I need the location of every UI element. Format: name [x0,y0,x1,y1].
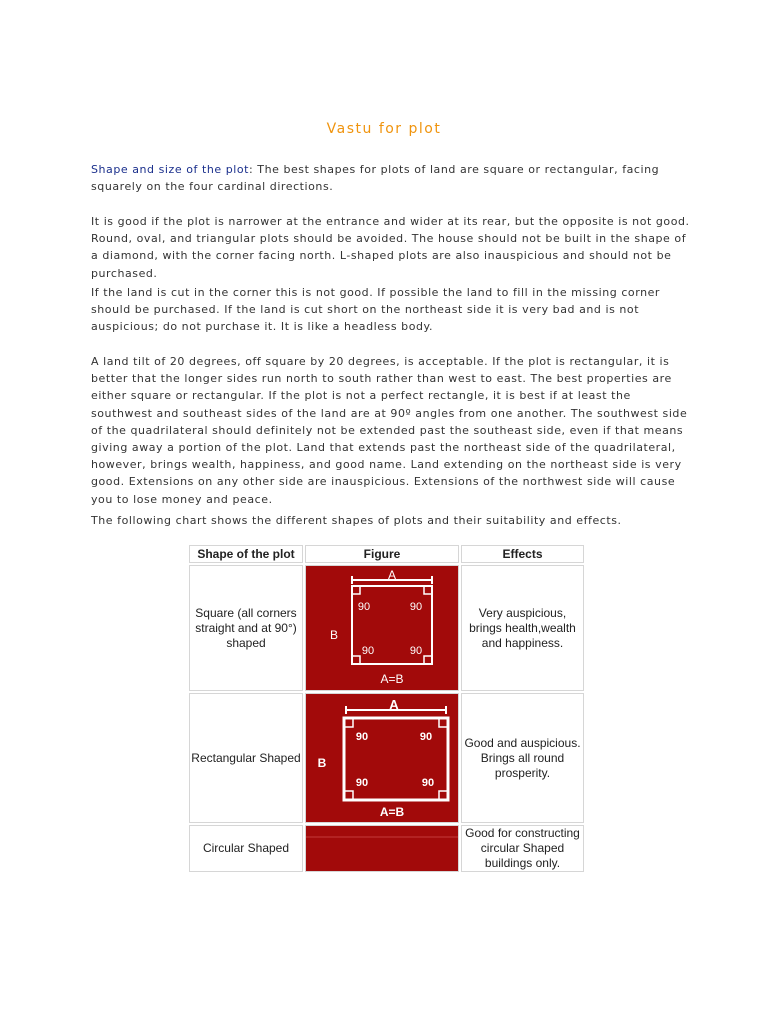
angle-label: 90 [357,601,371,613]
paragraph: A land tilt of 20 degrees, off square by 20 degrees, is acceptable. If the plot is rectangular, it is better that the longer sides run north to south rather than west to east. The best properties are either square or rectangular. If the plot is not a perfect rectangle, it is best if at least the southwest and southeast sides of the land are at 90º angles from one another. The southwest side of the quadrilateral should definitely not be extended past the southeast side, even if that means giving away a portion of the plot. Land that extends past the northeast side of the quadrilateral, however, brings wealth, happiness, and good name. Land extending on the northeast side is very good. Extensions on any other side are inauspicious. Extensions of the northwest side will cause you to lose money and peace. [91,355,688,506]
intro-lead: Shape and size of the plot [91,163,249,176]
label-a-equals-b: A=B [380,672,404,686]
label-b: B [317,756,327,770]
circular-plot-figure [306,826,458,870]
table-row [189,565,584,691]
effect-cell: Good and auspicious. Brings all round prosperity. [461,693,584,823]
angle-label: 90 [421,777,435,789]
angle-label: 90 [355,731,369,743]
angle-label: 90 [409,645,423,657]
figure-cell [305,825,459,872]
effect-cell: Good for constructing circular Shaped buildings only. [461,825,584,872]
effect-cell: Very auspicious, brings health,wealth and happiness. [461,565,584,691]
shape-cell: Square (all corners straight and at 90°) shaped [189,565,303,691]
angle-label: 90 [355,777,369,789]
angle-label: 90 [409,601,423,613]
table-header-row [189,545,584,563]
paragraph: If the land is cut in the corner this is not good. If possible the land to fill in the missing corner should be purchased. If the land is cut short on the northeast side it is very bad and is not auspicious; do not purchase it. It is like a headless body. [91,286,660,334]
square-plot-figure [306,566,458,690]
label-a-equals-b: A=B [379,805,405,819]
figure-cell [305,693,459,823]
paragraph: The following chart shows the different shapes of plots and their suitability and effects. [91,514,622,527]
intro-paragraph [91,161,691,195]
shape-cell: Circular Shaped [189,825,303,872]
rectangular-plot-figure [306,694,458,822]
column-header-effects: Effects [461,545,584,563]
paragraph: It is good if the plot is narrower at the entrance and wider at its rear, but the opposite is not good. Round, oval, and triangular plots should be avoided. The house should not be built in the shape of a diamond, with the corner facing north. L-shaped plots are also inauspicious and should not be purchased. [91,215,690,280]
intro-text: : The best shapes for plots of land are square or rectangular, facing squarely on the four cardinal directions. [91,163,660,194]
angle-label: 90 [361,645,375,657]
plot-shapes-table [187,543,586,874]
label-a: A [387,568,397,582]
table-row [189,825,584,872]
angle-label: 90 [419,731,433,743]
column-header-shape: Shape of the plot [189,545,303,563]
label-b: B [329,628,339,642]
figure-cell [305,565,459,691]
label-a: A [389,697,399,712]
shape-cell: Rectangular Shaped [189,693,303,823]
column-header-figure: Figure [305,545,459,563]
table-row [189,693,584,823]
page-title: Vastu for plot [326,121,442,137]
